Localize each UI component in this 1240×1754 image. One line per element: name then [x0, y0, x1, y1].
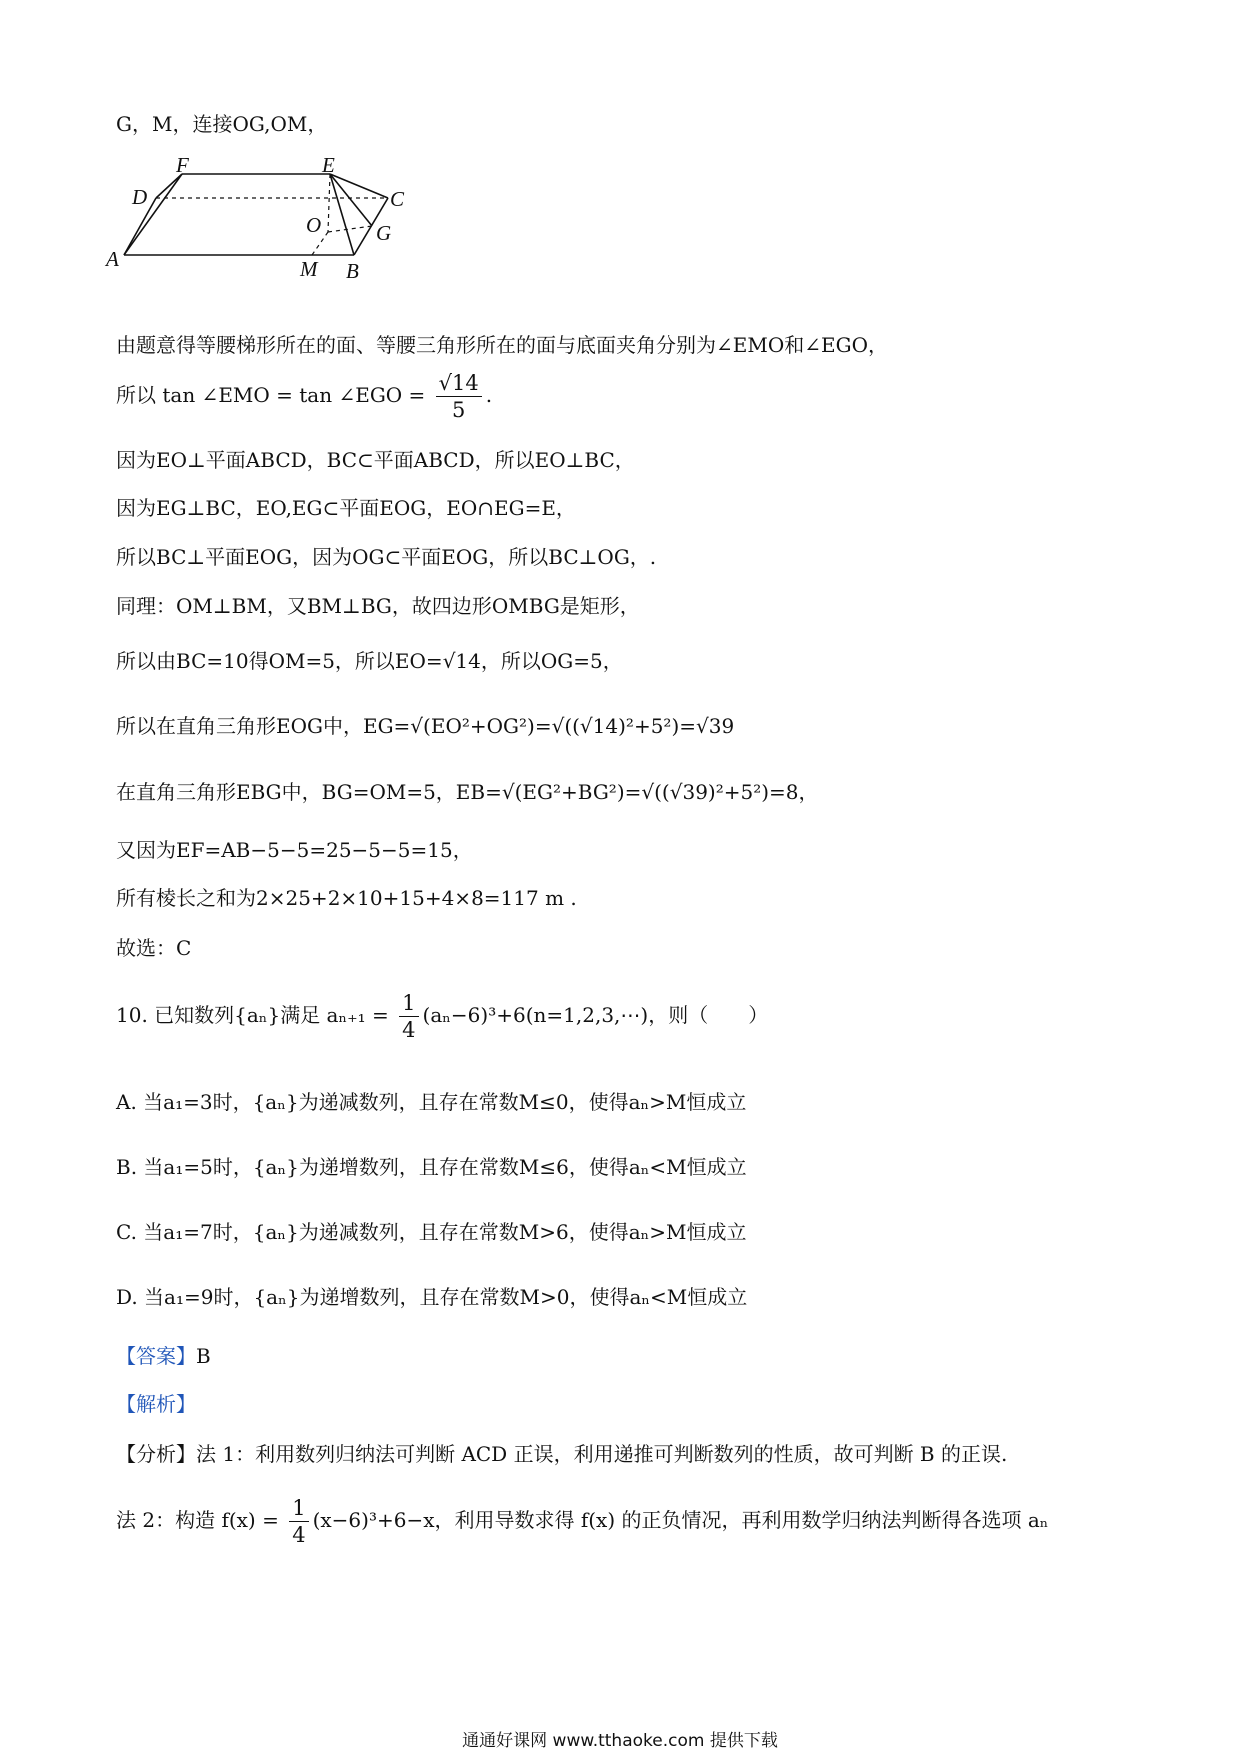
text-line-4: 因为EO⊥平面ABCD，BC⊂平面ABCD，所以EO⊥BC，: [116, 448, 635, 472]
analysis-line-2: [116, 1495, 1048, 1559]
analysis-tag: 【解析】: [116, 1392, 196, 1416]
edge-EO: [328, 174, 330, 232]
fraction-denominator: 4: [402, 1018, 416, 1042]
edge-EB: [330, 174, 354, 255]
fraction-numerator: √14: [436, 370, 482, 397]
fraction-denominator: 5: [452, 398, 466, 422]
option-c: C. 当a₁=7时，{aₙ}为递减数列，且存在常数M>6，使得aₙ>M恒成立: [116, 1220, 747, 1244]
option-a: A. 当a₁=3时，{aₙ}为递减数列，且存在常数M≤0，使得aₙ>M恒成立: [116, 1090, 747, 1114]
text-line-13: 故选：C: [116, 936, 192, 960]
answer-value: B: [196, 1344, 211, 1368]
fraction-1-over-4: [399, 990, 418, 1043]
fraction-denominator: 4: [292, 1523, 306, 1547]
text-line-10: 在直角三角形EBG中，BG=OM=5，EB=√(EG²+BG²)=√((√39)²+5²)=8，: [116, 780, 819, 804]
label-E: E: [322, 153, 335, 177]
text-line-11: 又因为EF=AB−5−5=25−5−5=15，: [116, 838, 473, 862]
analysis-line-1: 【分析】法 1：利用数列归纳法可判断 ACD 正误，利用递推可判断数列的性质，故可判断 B 的正误.: [116, 1442, 1008, 1466]
fraction-numerator: 1: [399, 990, 418, 1017]
text-line-8: 所以由BC=10得OM=5，所以EO=√14，所以OG=5，: [116, 649, 623, 673]
question-10-tail: (aₙ−6)³+6(n=1,2,3,⋯)，则（ ）: [422, 1003, 769, 1027]
text-line-9: 所以在直角三角形EOG中，EG=√(EO²+OG²)=√((√14)²+5²)=√39: [116, 714, 735, 738]
label-F: F: [176, 153, 189, 177]
text-line-3: [116, 370, 492, 430]
analysis-2-start: 法 2：构造 f(x) =: [116, 1508, 286, 1532]
option-d: D. 当a₁=9时，{aₙ}为递增数列，且存在常数M>0，使得aₙ<M恒成立: [116, 1285, 748, 1309]
text-line-5: 因为EG⊥BC，EO,EG⊂平面EOG，EO∩EG=E，: [116, 496, 576, 520]
text-line-7: 同理：OM⊥BM，又BM⊥BG，故四边形OMBG是矩形，: [116, 594, 640, 618]
tan-equation: 所以 tan ∠EMO = tan ∠EGO =: [116, 383, 432, 407]
fraction-sqrt14-over-5: [436, 370, 482, 423]
question-10: [116, 990, 768, 1054]
text-line-2: 由题意得等腰梯形所在的面、等腰三角形所在的面与底面夹角分别为∠EMO和∠EGO，: [116, 333, 888, 357]
label-D: D: [132, 185, 148, 209]
label-A: A: [106, 247, 119, 271]
fraction-1-over-4-b: [289, 1495, 308, 1548]
answer-line: [116, 1342, 211, 1370]
label-B: B: [346, 259, 359, 283]
text-line-12: 所有棱长之和为2×25+2×10+15+4×8=117 m .: [116, 886, 577, 910]
analysis-2-end: (x−6)³+6−x，利用导数求得 f(x) 的正负情况，再利用数学归纳法判断得各选项 aₙ: [312, 1508, 1049, 1532]
edge-EG: [330, 174, 372, 226]
period: .: [485, 383, 493, 407]
question-10-stem: 10. 已知数列{aₙ}满足 aₙ₊₁ =: [116, 1003, 396, 1027]
page-footer: 通通好课网 www.tthaoke.com 提供下载: [462, 1731, 778, 1751]
label-M: M: [300, 257, 318, 281]
label-O: O: [306, 213, 322, 237]
option-b: B. 当a₁=5时，{aₙ}为递增数列，且存在常数M≤6，使得aₙ<M恒成立: [116, 1155, 747, 1179]
label-G: G: [376, 221, 392, 245]
fraction-numerator: 1: [289, 1495, 308, 1522]
geometry-figure: [106, 153, 430, 300]
edge-DF: [156, 174, 182, 198]
label-C: C: [390, 187, 405, 211]
edge-OG: [328, 226, 372, 232]
text-line-1: G，M，连接OG,OM，: [116, 112, 328, 136]
answer-tag: 【答案】: [116, 1344, 196, 1368]
text-line-6: 所以BC⊥平面EOG，因为OG⊂平面EOG，所以BC⊥OG，.: [116, 545, 657, 569]
